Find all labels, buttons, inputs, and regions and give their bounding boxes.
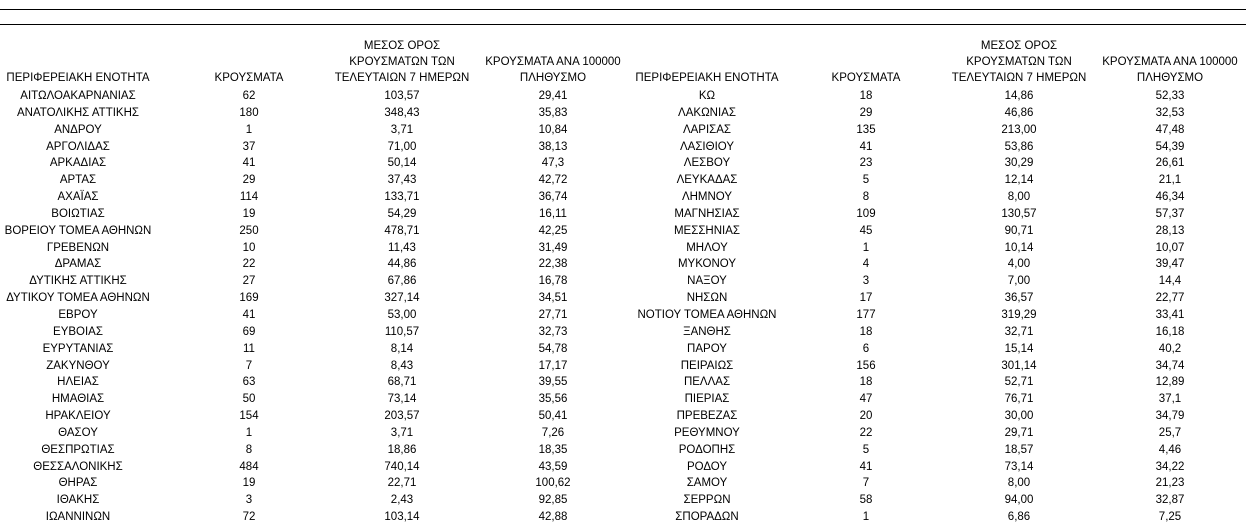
header-region-label: ΠΕΡΙΦΕΡΕΙΑΚΗ ΕΝΟΤΗΤΑ xyxy=(635,72,779,84)
cell-region: ΛΗΜΝΟΥ xyxy=(681,191,733,204)
table-row xyxy=(632,459,1246,476)
cell-cases: 47 xyxy=(859,393,873,406)
table-row xyxy=(0,223,630,240)
table-row xyxy=(0,408,630,425)
cell-region: ΔΥΤΙΚΗΣ ΑΤΤΙΚΗΣ xyxy=(29,275,127,288)
cell-region: ΘΕΣΣΑΛΟΝΙΚΗΣ xyxy=(33,460,123,473)
table-row xyxy=(632,341,1246,358)
cell-region: ΘΕΣΠΡΩΤΙΑΣ xyxy=(41,443,115,456)
cell-per100k: 12,89 xyxy=(1155,376,1185,389)
cell-cases: 23 xyxy=(859,157,873,170)
table-row xyxy=(0,324,630,341)
cell-cases: 17 xyxy=(859,292,873,305)
cell-cases: 19 xyxy=(242,477,256,490)
cell-avg7: 53,00 xyxy=(387,308,417,321)
cell-cases: 37 xyxy=(242,140,256,153)
cell-per100k: 47,48 xyxy=(1155,123,1185,136)
cell-region: ΑΡΤΑΣ xyxy=(59,174,97,187)
table-row xyxy=(0,425,630,442)
cell-cases: 72 xyxy=(242,511,256,524)
cell-region: ΛΑΚΩΝΙΑΣ xyxy=(678,106,736,119)
header-avg7-line1: ΜΕΣΟΣ ΟΡΟΣ xyxy=(980,40,1058,52)
cell-per100k: 32,53 xyxy=(1155,106,1185,119)
cell-avg7: 3,71 xyxy=(390,426,414,439)
cell-region: ΓΡΕΒΕΝΩΝ xyxy=(46,241,110,254)
table-row xyxy=(0,206,630,223)
cell-avg7: 71,00 xyxy=(387,140,417,153)
cell-avg7: 103,57 xyxy=(384,90,420,102)
cell-avg7: 133,71 xyxy=(384,191,420,204)
cell-region: ΡΟΔΟΥ xyxy=(686,460,728,473)
header-region xyxy=(632,70,782,86)
table-row xyxy=(0,442,630,459)
cell-cases: 27 xyxy=(242,275,256,288)
cell-cases: 8 xyxy=(862,191,870,204)
cell-per100k: 36,74 xyxy=(538,191,568,204)
cell-per100k: 57,37 xyxy=(1155,207,1185,220)
table-row xyxy=(0,509,630,526)
top-divider xyxy=(0,9,1246,10)
cell-cases: 10 xyxy=(242,241,256,254)
cell-cases: 22 xyxy=(859,426,873,439)
cell-cases: 11 xyxy=(243,342,255,355)
cell-per100k: 7,26 xyxy=(541,426,565,439)
cell-region: ΘΑΣΟΥ xyxy=(58,426,98,439)
cell-region: ΙΘΑΚΗΣ xyxy=(56,494,100,507)
table-row xyxy=(632,307,1246,324)
header-per100k-line2: ΠΛΗΘΥΣΜΟ xyxy=(519,72,587,84)
cell-region: ΛΑΡΙΣΑΣ xyxy=(682,123,732,136)
table-row xyxy=(0,256,630,273)
cell-per100k: 10,07 xyxy=(1155,241,1185,254)
cell-per100k: 34,79 xyxy=(1155,410,1185,423)
cell-per100k: 50,41 xyxy=(538,410,568,423)
cell-per100k: 40,2 xyxy=(1158,342,1182,355)
cell-per100k: 16,18 xyxy=(1155,325,1185,338)
table-body-left xyxy=(0,88,630,526)
cell-per100k: 27,71 xyxy=(538,308,568,321)
header-divider xyxy=(0,24,1246,25)
cell-avg7: 327,14 xyxy=(384,292,420,305)
cell-region: ΝΗΣΩΝ xyxy=(686,292,728,305)
table-row xyxy=(632,290,1246,307)
cell-cases: 109 xyxy=(856,207,876,220)
cell-region: ΣΑΜΟΥ xyxy=(686,477,728,490)
cell-cases: 22 xyxy=(242,258,256,271)
cell-region: ΞΑΝΘΗΣ xyxy=(683,325,731,338)
table-row xyxy=(632,189,1246,206)
cell-region: ΑΡΓΟΛΙΔΑΣ xyxy=(46,140,110,153)
cell-region: ΛΑΣΙΘΙΟΥ xyxy=(679,140,735,153)
cell-avg7: 8,43 xyxy=(390,359,414,372)
cell-avg7: 213,00 xyxy=(1001,123,1037,136)
cell-per100k: 47,3 xyxy=(541,157,565,170)
table-row xyxy=(0,492,630,509)
cell-per100k: 38,13 xyxy=(538,140,568,153)
cell-avg7: 18,57 xyxy=(1004,443,1034,456)
cell-region: ΛΕΣΒΟΥ xyxy=(683,157,731,170)
header-cases-label: ΚΡΟΥΣΜΑΤΑ xyxy=(831,72,901,84)
cell-cases: 156 xyxy=(856,359,876,372)
table-row xyxy=(0,341,630,358)
cell-avg7: 30,29 xyxy=(1004,157,1034,170)
cell-avg7: 8,14 xyxy=(390,342,414,355)
cell-avg7: 203,57 xyxy=(384,410,420,423)
cell-per100k: 92,85 xyxy=(538,494,568,507)
cell-per100k: 35,56 xyxy=(538,393,568,406)
table-row xyxy=(632,374,1246,391)
cell-region: ΛΕΥΚΑΔΑΣ xyxy=(676,174,738,187)
cell-per100k: 16,11 xyxy=(539,207,567,220)
cell-avg7: 90,71 xyxy=(1004,224,1034,237)
cell-avg7: 29,71 xyxy=(1004,426,1034,439)
cell-cases: 1 xyxy=(245,426,253,439)
cell-cases: 1 xyxy=(862,511,870,524)
cell-per100k: 39,55 xyxy=(538,376,568,389)
cell-cases: 58 xyxy=(859,494,873,507)
cell-region: ΘΗΡΑΣ xyxy=(58,477,98,490)
cell-per100k: 34,74 xyxy=(1155,359,1185,372)
cell-cases: 154 xyxy=(239,410,259,423)
header-per100k-line1: ΚΡΟΥΣΜΑΤΑ ΑΝΑ 100000 xyxy=(485,56,621,68)
cell-avg7: 54,29 xyxy=(387,207,417,220)
table-row xyxy=(0,307,630,324)
header-cases xyxy=(196,70,302,86)
cell-region: ΡΟΔΟΠΗΣ xyxy=(678,443,736,456)
header-avg7-line2: ΚΡΟΥΣΜΑΤΩΝ ΤΩΝ xyxy=(349,56,455,68)
table-row xyxy=(0,374,630,391)
cell-cases: 6 xyxy=(862,342,870,355)
table-row xyxy=(632,475,1246,492)
cell-region: ΣΕΡΡΩΝ xyxy=(683,494,731,507)
cell-avg7: 15,14 xyxy=(1004,342,1034,355)
cell-cases: 41 xyxy=(242,157,256,170)
table-row xyxy=(632,492,1246,509)
cell-region: ΒΟΡΕΙΟΥ ΤΟΜΕΑ ΑΘΗΝΩΝ xyxy=(4,224,152,237)
cell-avg7: 67,86 xyxy=(387,275,417,288)
table-row xyxy=(0,189,630,206)
cell-avg7: 73,14 xyxy=(387,393,417,406)
cell-avg7: 30,00 xyxy=(1004,410,1034,423)
cell-region: ΕΥΒΟΙΑΣ xyxy=(53,325,103,338)
table-row xyxy=(632,172,1246,189)
table-row xyxy=(632,240,1246,257)
cell-cases: 29 xyxy=(242,174,256,187)
cell-region: ΑΡΚΑΔΙΑΣ xyxy=(49,157,107,170)
cell-region: ΜΗΛΟΥ xyxy=(686,241,728,254)
cell-per100k: 42,72 xyxy=(538,174,568,187)
table-row xyxy=(632,324,1246,341)
table-row xyxy=(0,88,630,105)
cell-region: ΔΥΤΙΚΟΥ ΤΟΜΕΑ ΑΘΗΝΩΝ xyxy=(6,292,150,305)
cell-per100k: 26,61 xyxy=(1155,157,1185,170)
cell-region: ΝΑΞΟΥ xyxy=(687,275,727,288)
cell-region: ΑΝΔΡΟΥ xyxy=(54,123,102,136)
cell-cases: 41 xyxy=(859,460,873,473)
cell-per100k: 22,38 xyxy=(538,258,568,271)
table-row xyxy=(0,475,630,492)
cell-cases: 19 xyxy=(242,207,256,220)
header-per100k-line2: ΠΛΗΘΥΣΜΟ xyxy=(1136,72,1204,84)
table-row xyxy=(632,509,1246,526)
cell-cases: 114 xyxy=(239,191,259,204)
cell-cases: 18 xyxy=(859,376,873,389)
cell-cases: 63 xyxy=(242,376,256,389)
cell-per100k: 42,88 xyxy=(538,511,568,524)
table-row xyxy=(0,290,630,307)
table-row xyxy=(632,155,1246,172)
cell-avg7: 8,00 xyxy=(1007,191,1031,204)
table-row xyxy=(0,105,630,122)
cell-cases: 4 xyxy=(862,258,870,271)
cell-region: ΗΜΑΘΙΑΣ xyxy=(51,393,105,406)
cell-avg7: 12,14 xyxy=(1004,174,1034,187)
cell-per100k: 32,73 xyxy=(538,325,568,338)
cell-per100k: 22,77 xyxy=(1155,292,1185,305)
cell-avg7: 6,86 xyxy=(1007,511,1031,524)
cell-per100k: 18,35 xyxy=(538,443,568,456)
table-header xyxy=(0,36,630,88)
cell-per100k: 31,49 xyxy=(538,241,568,254)
cell-avg7: 73,14 xyxy=(1004,460,1034,473)
cell-region: ΗΛΕΙΑΣ xyxy=(57,376,99,389)
cell-region: ΡΕΘΥΜΝΟΥ xyxy=(674,426,740,439)
header-avg7 xyxy=(330,38,474,86)
header-per100k xyxy=(1094,54,1246,86)
cell-cases: 5 xyxy=(862,443,870,456)
table-row xyxy=(632,206,1246,223)
header-cases-label: ΚΡΟΥΣΜΑΤΑ xyxy=(214,72,284,84)
cell-cases: 41 xyxy=(859,140,873,153)
table-row xyxy=(632,139,1246,156)
table-row xyxy=(632,391,1246,408)
cell-per100k: 28,13 xyxy=(1155,224,1185,237)
cell-cases: 250 xyxy=(239,224,259,237)
header-avg7 xyxy=(946,38,1092,86)
cell-region: ΠΑΡΟΥ xyxy=(687,342,727,355)
cell-avg7: 46,86 xyxy=(1004,106,1034,119)
cell-cases: 20 xyxy=(859,410,873,423)
header-region xyxy=(0,70,156,86)
cell-avg7: 44,86 xyxy=(387,258,417,271)
cell-per100k: 17,17 xyxy=(538,359,568,372)
cell-cases: 1 xyxy=(862,241,870,254)
cell-per100k: 42,25 xyxy=(538,224,568,237)
table-row xyxy=(632,358,1246,375)
cell-region: ΑΝΑΤΟΛΙΚΗΣ ΑΤΤΙΚΗΣ xyxy=(16,106,139,119)
cell-region: ΚΩ xyxy=(698,90,716,102)
cell-avg7: 11,43 xyxy=(388,241,416,254)
cell-region: ΔΡΑΜΑΣ xyxy=(54,258,102,271)
header-avg7-line1: ΜΕΣΟΣ ΟΡΟΣ xyxy=(363,40,441,52)
cell-avg7: 32,71 xyxy=(1004,325,1034,338)
cell-avg7: 4,00 xyxy=(1007,258,1031,271)
cell-cases: 177 xyxy=(856,308,876,321)
cell-region: ΑΧΑΪΑΣ xyxy=(57,191,99,204)
cell-per100k: 21,1 xyxy=(1158,174,1182,187)
table-row xyxy=(0,358,630,375)
cell-region: ΜΕΣΣΗΝΙΑΣ xyxy=(673,224,741,237)
cell-cases: 7 xyxy=(245,359,253,372)
cell-per100k: 7,25 xyxy=(1158,511,1182,524)
cell-avg7: 53,86 xyxy=(1004,140,1034,153)
table-row xyxy=(0,273,630,290)
header-region-label: ΠΕΡΙΦΕΡΕΙΑΚΗ ΕΝΟΤΗΤΑ xyxy=(6,72,150,84)
table-row xyxy=(632,105,1246,122)
cell-cases: 29 xyxy=(859,106,873,119)
table-row xyxy=(632,122,1246,139)
table-row xyxy=(0,139,630,156)
cell-cases: 180 xyxy=(239,106,259,119)
table-row xyxy=(0,240,630,257)
header-avg7-line3: ΤΕΛΕΥΤΑΙΩΝ 7 ΗΜΕΡΩΝ xyxy=(951,72,1087,84)
cell-avg7: 22,71 xyxy=(387,477,417,490)
cell-cases: 5 xyxy=(862,174,870,187)
cell-region: ΙΩΑΝΝΙΝΩΝ xyxy=(45,511,111,524)
table-body-right xyxy=(632,88,1246,526)
cell-region: ΖΑΚΥΝΘΟΥ xyxy=(46,359,110,372)
cell-avg7: 8,00 xyxy=(1007,477,1031,490)
cell-cases: 18 xyxy=(859,325,873,338)
cell-per100k: 29,41 xyxy=(538,90,568,102)
cell-avg7: 103,14 xyxy=(384,511,420,524)
cell-avg7: 301,14 xyxy=(1001,359,1037,372)
cell-avg7: 3,71 xyxy=(390,123,414,136)
cell-per100k: 46,34 xyxy=(1155,191,1185,204)
cell-per100k: 25,7 xyxy=(1158,426,1182,439)
cell-avg7: 14,86 xyxy=(1004,90,1034,102)
cell-region: ΜΥΚΟΝΟΥ xyxy=(677,258,737,271)
cell-per100k: 34,51 xyxy=(538,292,568,305)
cell-avg7: 10,14 xyxy=(1004,241,1034,254)
cell-avg7: 319,29 xyxy=(1001,308,1037,321)
cell-region: ΗΡΑΚΛΕΙΟΥ xyxy=(45,410,111,423)
table-header xyxy=(632,36,1246,88)
cell-cases: 41 xyxy=(242,308,256,321)
cell-per100k: 35,83 xyxy=(538,106,568,119)
table-right-half xyxy=(632,36,1246,526)
table-row xyxy=(632,425,1246,442)
cell-cases: 69 xyxy=(242,325,256,338)
cell-region: ΕΒΡΟΥ xyxy=(58,308,98,321)
cell-avg7: 7,00 xyxy=(1007,275,1031,288)
cell-per100k: 4,46 xyxy=(1158,443,1182,456)
cell-avg7: 36,57 xyxy=(1004,292,1034,305)
cell-cases: 169 xyxy=(239,292,259,305)
cell-region: ΑΙΤΩΛΟΑΚΑΡΝΑΝΙΑΣ xyxy=(20,90,136,102)
cell-region: ΠΡΕΒΕΖΑΣ xyxy=(676,410,738,423)
cell-per100k: 21,23 xyxy=(1155,477,1185,490)
table-row xyxy=(0,155,630,172)
header-per100k-line1: ΚΡΟΥΣΜΑΤΑ ΑΝΑ 100000 xyxy=(1102,56,1238,68)
cell-per100k: 33,41 xyxy=(1155,308,1185,321)
table-row xyxy=(632,408,1246,425)
header-avg7-line3: ΤΕΛΕΥΤΑΙΩΝ 7 ΗΜΕΡΩΝ xyxy=(334,72,470,84)
cell-avg7: 18,86 xyxy=(387,443,417,456)
cell-region: ΣΠΟΡΑΔΩΝ xyxy=(675,511,739,524)
header-avg7-line2: ΚΡΟΥΣΜΑΤΩΝ ΤΩΝ xyxy=(966,56,1072,68)
cell-avg7: 740,14 xyxy=(384,460,420,473)
cell-avg7: 2,43 xyxy=(390,494,414,507)
table-row xyxy=(632,442,1246,459)
cell-region: ΜΑΓΝΗΣΙΑΣ xyxy=(674,207,740,220)
cell-region: ΠΕΙΡΑΙΩΣ xyxy=(680,359,734,372)
cell-per100k: 43,59 xyxy=(538,460,568,473)
cell-avg7: 94,00 xyxy=(1004,494,1034,507)
cell-cases: 8 xyxy=(245,443,253,456)
table-row xyxy=(0,172,630,189)
table-left-half xyxy=(0,36,630,526)
cell-avg7: 110,57 xyxy=(384,325,420,338)
cell-avg7: 52,71 xyxy=(1004,376,1034,389)
cell-cases: 135 xyxy=(856,123,876,136)
cell-cases: 62 xyxy=(242,90,256,102)
cell-per100k: 10,84 xyxy=(538,123,568,136)
cell-per100k: 39,47 xyxy=(1155,258,1185,271)
cell-per100k: 54,39 xyxy=(1155,140,1185,153)
cell-per100k: 32,87 xyxy=(1155,494,1185,507)
cell-avg7: 76,71 xyxy=(1004,393,1034,406)
cell-per100k: 54,78 xyxy=(538,342,568,355)
cell-per100k: 37,1 xyxy=(1158,393,1182,406)
cell-cases: 50 xyxy=(242,393,256,406)
cell-region: ΝΟΤΙΟΥ ΤΟΜΕΑ ΑΘΗΝΩΝ xyxy=(637,308,777,321)
cell-cases: 1 xyxy=(245,123,253,136)
table-row xyxy=(632,88,1246,105)
cell-per100k: 34,22 xyxy=(1155,460,1185,473)
cell-cases: 3 xyxy=(245,494,253,507)
cell-region: ΒΟΙΩΤΙΑΣ xyxy=(51,207,105,220)
cell-avg7: 130,57 xyxy=(1001,207,1037,220)
table-row xyxy=(632,273,1246,290)
cell-cases: 18 xyxy=(859,90,873,102)
cell-cases: 45 xyxy=(859,224,873,237)
cell-avg7: 37,43 xyxy=(387,174,417,187)
cell-avg7: 68,71 xyxy=(387,376,417,389)
cell-cases: 3 xyxy=(862,275,870,288)
cell-per100k: 100,62 xyxy=(535,477,571,490)
cell-avg7: 50,14 xyxy=(387,157,417,170)
table-row xyxy=(0,122,630,139)
table-row xyxy=(632,223,1246,240)
cell-per100k: 52,33 xyxy=(1155,90,1185,102)
cell-per100k: 14,4 xyxy=(1158,275,1182,288)
cell-cases: 7 xyxy=(862,477,870,490)
header-per100k xyxy=(478,54,628,86)
cell-avg7: 478,71 xyxy=(384,224,420,237)
table-row xyxy=(0,391,630,408)
cell-region: ΠΕΛΛΑΣ xyxy=(683,376,731,389)
table-row xyxy=(0,459,630,476)
cell-per100k: 16,78 xyxy=(538,275,568,288)
header-cases xyxy=(814,70,918,86)
cell-avg7: 348,43 xyxy=(384,106,420,119)
cell-region: ΕΥΡΥΤΑΝΙΑΣ xyxy=(42,342,114,355)
cell-cases: 484 xyxy=(239,460,259,473)
table-row xyxy=(632,256,1246,273)
cell-region: ΠΙΕΡΙΑΣ xyxy=(684,393,730,406)
